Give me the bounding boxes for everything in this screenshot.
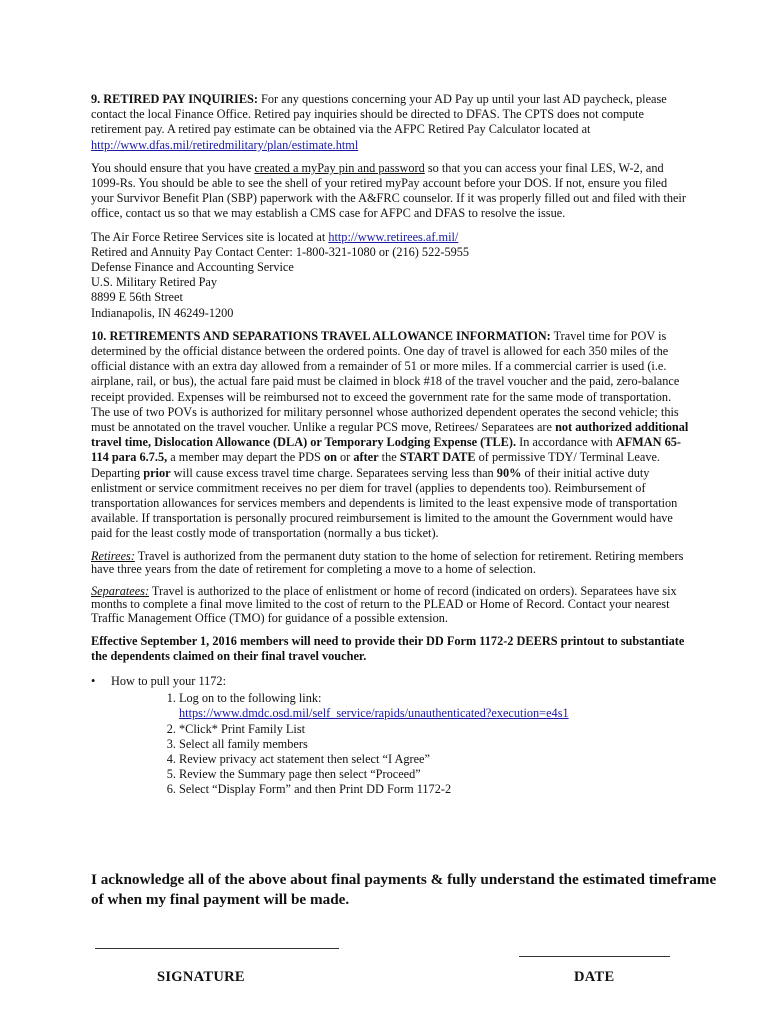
dmdc-link[interactable]: https://www.dmdc.osd.mil/self_service/rapids/unauthenticated?execution=e4s1 xyxy=(179,706,569,721)
mypay-text-post: so that you can access your final LES, W-2, and 1099-Rs. You should be able to see the shell of your retired myPay account before your DOS. If not, ensure you filed your Survivor Benefit Plan (SBP) paperwork with the A&FRC counselor. If it was properly filled out and filed with their office, contact us so that we may establish a CMS case for AFPC and DFAS to resolve the issue. xyxy=(91,160,686,221)
s10-text-2: In accordance with xyxy=(516,435,616,450)
date-line[interactable] xyxy=(519,956,670,957)
s10-text-6: of permissive TDY/ Terminal Leave. Departing xyxy=(91,450,660,480)
mypay-underlined-text: created a myPay pin and password xyxy=(254,160,425,175)
signature-line[interactable] xyxy=(95,948,339,949)
separatees-paragraph xyxy=(91,585,691,626)
address-line-2: U.S. Military Retired Pay xyxy=(91,275,218,290)
s10-bold-2: AFMAN 65-114 para 6.7.5, xyxy=(91,435,681,465)
section-9-heading: 9. RETIRED PAY INQUIRIES: xyxy=(91,92,258,106)
s10-text-3: a member may depart the PDS xyxy=(167,450,324,465)
section-10-heading: 10. RETIREMENTS AND SEPARATIONS TRAVEL ALLOWANCE INFORMATION: xyxy=(91,328,551,343)
contact-block xyxy=(91,230,691,321)
step-2: 2. *Click* Print Family List xyxy=(179,722,691,737)
s10-bold-4: after xyxy=(353,450,379,465)
address-line-1: Defense Finance and Accounting Service xyxy=(91,260,294,275)
s10-bold-5: START DATE xyxy=(399,450,476,465)
document-body xyxy=(91,92,691,798)
date-label: DATE xyxy=(574,969,615,985)
s10-text-7: will cause excess travel time charge. Separatees serving less than xyxy=(170,465,497,480)
mypay-paragraph xyxy=(91,161,691,222)
s10-bold-7: 90% xyxy=(496,465,522,480)
separatees-label: Separatees: xyxy=(91,583,150,598)
step-1-text: Log on to the following link: xyxy=(179,691,322,706)
howto-steps xyxy=(111,691,691,797)
s10-text-5: the xyxy=(378,450,400,465)
section-9-text: For any questions concerning your AD Pay up until your last AD paycheck, please contact the local Finance Office. Retired pay inquiries should be directed to DFAS. The CPTS does not compute retirement pay. A retired pay estimate can be obtained via the AFPC Retired Pay Calculator located at xyxy=(91,92,667,137)
address-line-4: Indianapolis, IN 46249-1200 xyxy=(91,305,234,320)
retirees-text: Travel is authorized from the permanent duty station to the home of selection for retirement. Retiring members have three years from the date of retirement for completing a move to a home of selection. xyxy=(91,548,684,577)
retirees-site-link[interactable]: http://www.retirees.af.mil/ xyxy=(328,229,459,244)
s10-bold-6: prior xyxy=(143,465,171,480)
bullet-icon: • xyxy=(91,674,96,689)
signature-label: SIGNATURE xyxy=(157,969,245,985)
retiree-site-text: The Air Force Retiree Services site is located at xyxy=(91,229,329,244)
s10-text-8: of their initial active duty enlistment or service commitment receives no per diem for travel (applies to dependents too). Reimbursement of transportation allowances for services members and dependents is limited to the least expensive mode of transportation available. If transportation is personally procured reimbursement is limited to the amount the Government would have paid for the least costly mode of transportation (normally a bus ticket). xyxy=(91,465,678,541)
howto-title: How to pull your 1172: xyxy=(111,674,226,689)
retirees-label: Retirees: xyxy=(91,548,135,563)
acknowledgement-statement: I acknowledge all of the above about final payments & fully understand the estimated timeframe of when my final payment will be made. xyxy=(91,871,717,908)
section-10 xyxy=(91,329,691,542)
s10-bold-1: not authorized additional travel time, Dislocation Allowance (DLA) or Temporary Lodging Expense (TLE). xyxy=(91,420,689,450)
s10-text-1: Travel time for POV is determined by the official distance between the ordered points. One day of travel is allowed for each 350 miles of the official distance with an extra day allowed from a remainder of 51 or more miles. If a commercial carrier is used (i.e. airplane, rail, or bus), the actual fare paid must be claimed in block #18 of the travel voucher and the paid, zero-balance receipt provided. Expenses will be reimbursed not to exceed the government rate for the same mode of transportation. The use of two POVs is authorized for military personnel whose authorized dependent operates the second vehicle; this must be annotated on the travel voucher. Unlike a regular PCS move, Retirees/ Separatees are xyxy=(91,328,680,435)
step-6: 6. Select “Display Form” and then Print DD Form 1172-2 xyxy=(179,782,691,797)
step-1 xyxy=(179,691,691,721)
s10-bold-3: on xyxy=(323,450,337,465)
separatees-text: Travel is authorized to the place of enlistment or home of record (indicated on orders). Separatees have six months to complete a final move limited to the cost of return to the PLEAD or Home of Record. Contact your nearest Traffic Management Office (TMO) for guidance of a possible extension. xyxy=(91,583,677,626)
howto-list xyxy=(91,674,691,798)
effective-notice xyxy=(91,634,691,664)
effective-notice-text: Effective September 1, 2016 members will need to provide their DD Form 1172-2 DEERS printout to substantiate the dependents claimed on their final travel voucher. xyxy=(91,633,685,663)
dfas-estimate-link[interactable]: http://www.dfas.mil/retiredmilitary/plan/estimate.html xyxy=(91,137,359,152)
step-3: 3. Select all family members xyxy=(179,737,691,752)
mypay-text-pre: You should ensure that you have xyxy=(91,160,255,175)
section-9 xyxy=(91,92,691,153)
retirees-paragraph xyxy=(91,550,691,577)
contact-center-line: Retired and Annuity Pay Contact Center: 1-800-321-1080 or (216) 522-5955 xyxy=(91,244,470,259)
step-4: 4. Review privacy act statement then select “I Agree” xyxy=(179,752,691,767)
retiree-site-line xyxy=(91,230,691,245)
step-5: 5. Review the Summary page then select “Proceed” xyxy=(179,767,691,782)
s10-text-4: or xyxy=(336,450,354,465)
address-line-3: 8899 E 56th Street xyxy=(91,290,183,305)
